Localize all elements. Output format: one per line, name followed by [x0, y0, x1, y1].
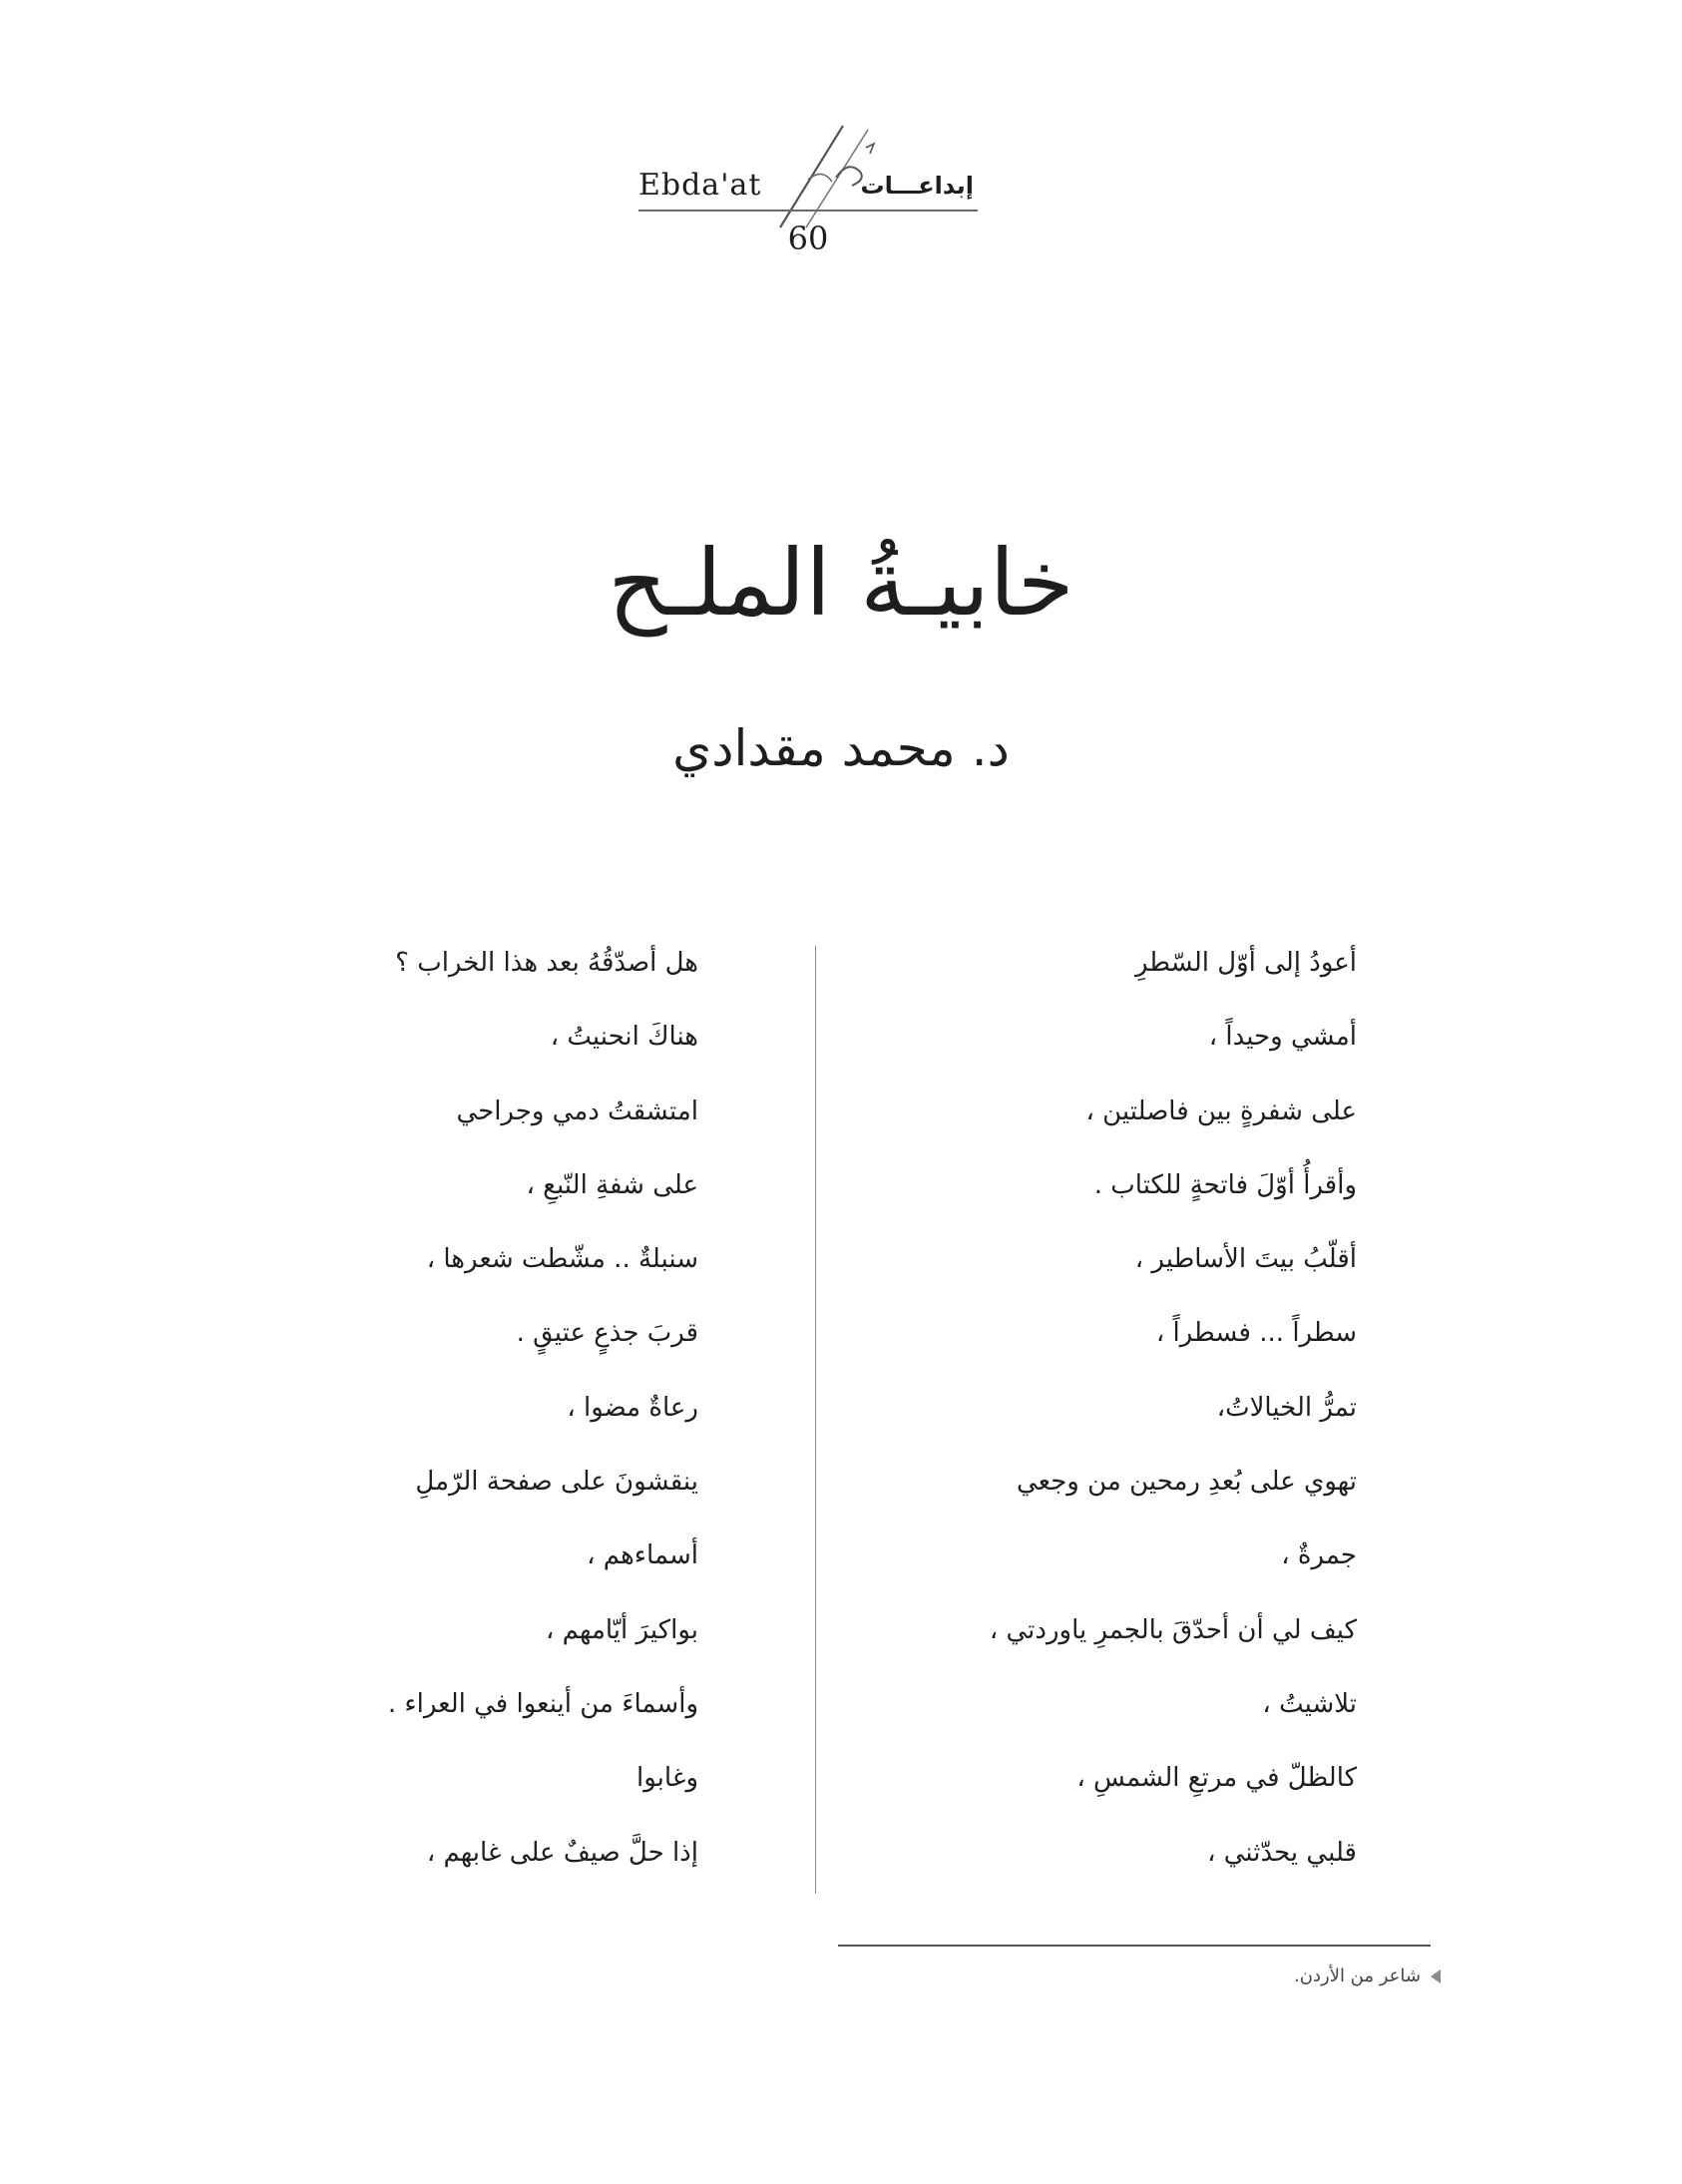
poem-column-left [239, 943, 698, 1907]
poem-line: ينقشونَ على صفحة الرّملِ [415, 1467, 698, 1498]
poem-line: رعاةٌ مضوا ، [567, 1392, 698, 1423]
column-divider [815, 946, 816, 1894]
poem-line: كالظلّ في مرتعِ الشمسِ ، [1076, 1763, 1357, 1794]
poem-author: د. محمد مقدادي [672, 719, 1010, 777]
poem-line: على شفةِ النّبعِ ، [526, 1169, 698, 1200]
poem-line: قربَ جذعٍ عتيقٍ . [516, 1318, 698, 1349]
poem-line: قلبي يحدّثني ، [1207, 1837, 1357, 1868]
poem-line: جمرةٌ ، [1281, 1540, 1357, 1571]
poem-line: هل أصدّقُهُ بعد هذا الخراب ؟ [395, 948, 698, 978]
footnote-text: شاعر من الأردن. [1294, 1966, 1421, 1986]
poem-line: وأسماءَ من أينعوا في العراء . [387, 1688, 698, 1719]
poem-line: كيف لي أن أحدّقَ بالجمرِ ياوردتي ، [989, 1614, 1357, 1645]
footnote-rule [838, 1945, 1431, 1947]
poem-line: على شفرةٍ بين فاصلتين ، [1085, 1095, 1357, 1126]
poem-line: بواكيرَ أيّامهم ، [546, 1614, 698, 1645]
poem-line: تمرُّ الخيالاتُ، [1216, 1392, 1357, 1423]
poem-line: أمشي وحيداً ، [1208, 1022, 1357, 1053]
poem-line: أعودُ إلى أوّل السّطرِ [1134, 948, 1357, 978]
poem-line: هناكَ انحنيتُ ، [550, 1022, 698, 1053]
magazine-header [629, 120, 988, 259]
poem-line: وغابوا [636, 1763, 698, 1794]
poem-column-right [898, 943, 1357, 1907]
page-number: 60 [787, 219, 829, 257]
poem-line: سنبلةٌ .. مشّطت شعرها ، [426, 1244, 698, 1275]
header-rule [638, 210, 978, 212]
magazine-name-arabic: إبداعـــات [860, 172, 974, 200]
poem-line: وأقرأُ أوّلَ فاتحةٍ للكتاب . [1093, 1169, 1357, 1200]
poem-line: أقلّبُ بيتَ الأساطير ، [1134, 1244, 1357, 1275]
poem-title: خابيـةُ الملـح [608, 530, 1074, 637]
triangle-marker-icon [1431, 1969, 1441, 1983]
poem-line: إذا حلَّ صيفٌ على غابهم ، [426, 1837, 698, 1868]
poem-line: تهوي على بُعدِ رمحين من وجعي [1016, 1467, 1357, 1498]
poem-line: امتشقتُ دمي وجراحي [456, 1095, 698, 1126]
poem-line: أسماءهم ، [587, 1540, 698, 1571]
poem-line: تلاشيتُ ، [1262, 1688, 1357, 1719]
footnote [1097, 1964, 1441, 1989]
magazine-name-latin: Ebda'at [638, 168, 762, 203]
poem-line: سطراً ... فسطراً ، [1155, 1318, 1357, 1349]
